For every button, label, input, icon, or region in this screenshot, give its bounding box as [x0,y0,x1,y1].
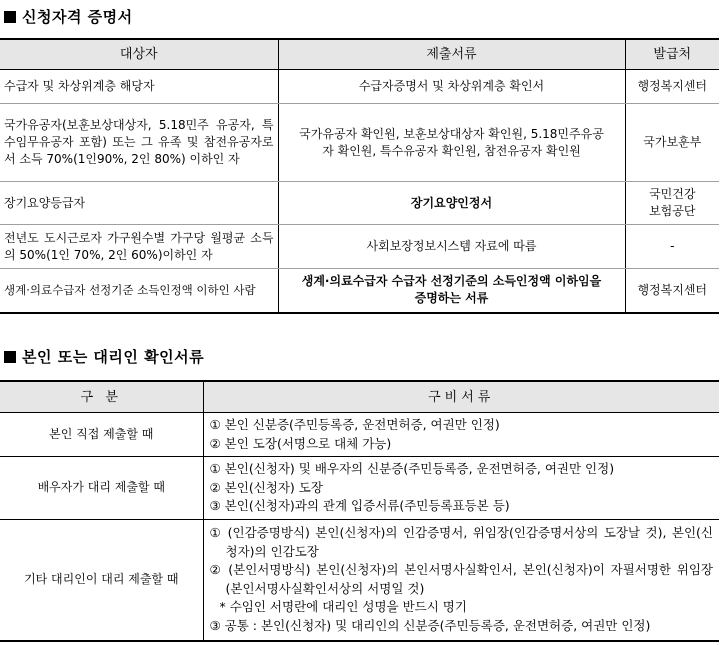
header-issuer: 발급처 [625,39,719,70]
row-documents [203,413,719,457]
row-documents: 사회보장정보시스템 자료에 따름 [278,225,625,269]
list-item: ② 본인(신청자) 도장 [209,479,323,495]
row-documents: 국가유공자 확인원, 보훈보상대상자 확인원, 5.18민주유공자 확인원, 특수유공자 확인원, 참전유공자 확인원 [278,104,625,182]
row-issuer: 국민건강 보험공단 [625,182,719,225]
row-documents: 장기요양인정서 [278,182,625,225]
row-category: 배우자가 대리 제출할 때 [0,457,203,520]
row-issuer: 국가보훈부 [625,104,719,182]
document-list [210,416,714,453]
table-row [0,182,719,225]
table-header-row [0,39,719,70]
table-row [0,70,719,104]
row-target: 전년도 도시근로자 가구원수별 가구당 월평균 소득의 50%(1인 70%, 2인 60%)이하인 자 [0,225,278,269]
square-bullet-icon [4,11,16,23]
row-documents: 생계·의료수급자 수급자 선정기준의 소득인정액 이하임을 증명하는 서류 [278,269,625,313]
header-documents: 제출서류 [278,39,625,70]
table-row [0,269,719,313]
table-header-row [0,381,719,413]
section2-heading [4,346,204,367]
section1-heading [4,6,133,27]
list-item: ① (인감증명방식) 본인(신청자)의 인감증명서, 위임장(인감증명서상의 도장날 것), 본인(신청자)의 인감도장 [209,525,713,559]
row-issuer: 행정복지센터 [625,269,719,313]
row-target: 국가유공자(보훈보상대상자, 5.18민주 유공자, 특수임무유공자 포함) 또는 그 유족 및 참전유공자로서 소득 70%(1인90%, 2인 80%) 이하인 자 [0,104,278,182]
table-row [0,457,719,520]
list-item: ③ 본인(신청자)과의 관계 입증서류(주민등록표등본 등) [209,498,510,513]
row-category: 본인 직접 제출할 때 [0,413,203,457]
square-bullet-icon [4,351,16,363]
section2-title: 본인 또는 대리인 확인서류 [22,348,205,366]
row-documents: 수급자증명서 및 차상위계층 확인서 [278,70,625,104]
eligibility-certificate-table [0,38,719,314]
header-category: 구 분 [0,381,203,413]
list-item: ① 본인 신분증(주민등록증, 운전면허증, 여권만 인정) [209,417,500,432]
row-issuer: 행정복지센터 [625,70,719,104]
list-item: ② (본인서명방식) 본인(신청자)의 본인서명사실확인서, 본인(신청자)이 자필서명한 위임장(본인서명사실확인서상의 서명일 것) [209,562,713,596]
table-row [0,225,719,269]
row-issuer: - [625,225,719,269]
row-target: 장기요양등급자 [0,182,278,225]
section1-title: 신청자격 증명서 [22,8,133,26]
row-target: 생계·의료수급자 선정기준 소득인정액 이하인 사람 [4,282,256,297]
document-list [210,524,714,635]
table-row [0,104,719,182]
table-row [0,519,719,641]
list-item: * 수임인 서명란에 대리인 성명을 반드시 명기 [219,599,467,615]
row-target: 수급자 및 차상위계층 해당자 [0,70,278,104]
list-item: ② 본인 도장(서명으로 대체 가능) [209,435,392,451]
identity-document-table [0,380,719,642]
list-item: ① 본인(신청자) 및 배우자의 신분증(주민등록증, 운전면허증, 여권만 인정) [209,461,615,476]
header-target: 대상자 [0,39,278,70]
row-documents [203,519,719,641]
list-item: ③ 공통 : 본인(신청자) 및 대리인의 신분증(주민등록증, 운전면허증, 여권만 인정) [209,617,651,633]
table-row [0,413,719,457]
row-category: 기타 대리인이 대리 제출할 때 [24,572,179,587]
header-required-documents: 구비서류 [203,381,719,413]
row-documents [203,457,719,520]
document-list [210,460,714,516]
